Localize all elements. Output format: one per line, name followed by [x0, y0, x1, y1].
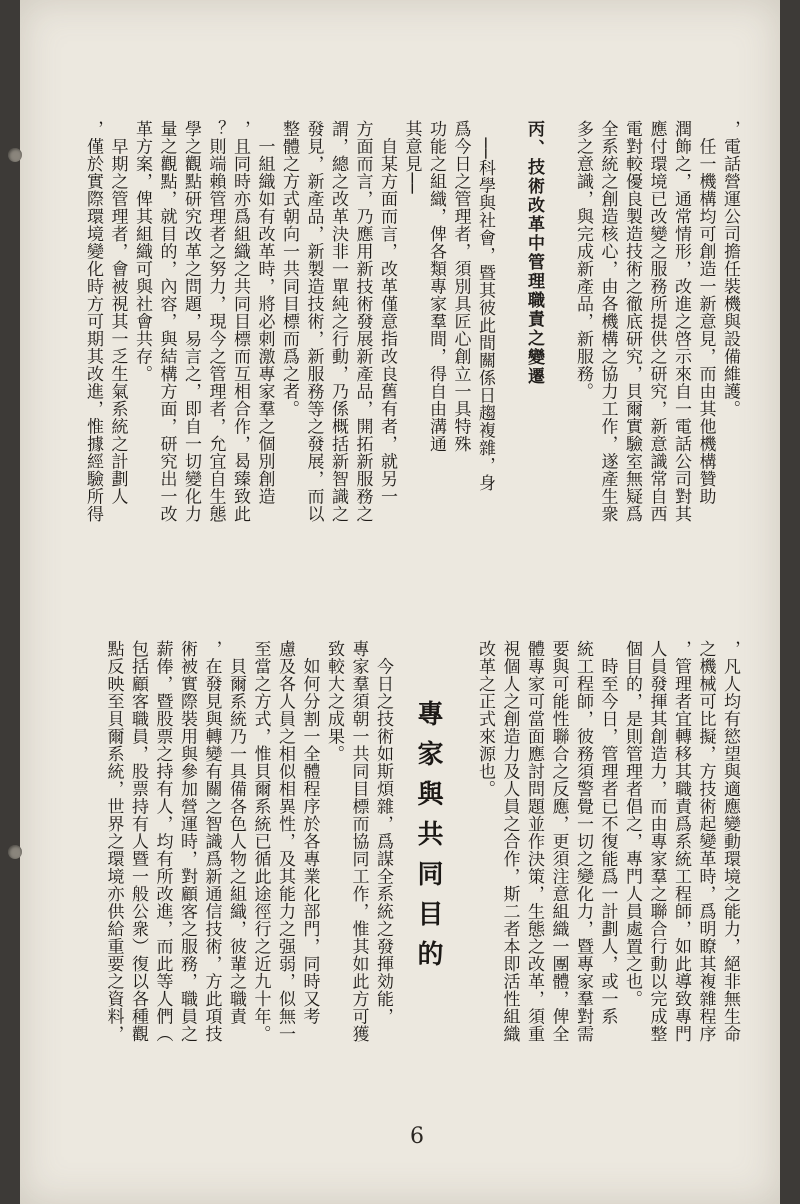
text-line: 多之意識，與完成新產品，新服務。 [573, 120, 593, 400]
text-line: 貝爾系統乃一具備各色人物之組織，彼輩之職責 [226, 640, 246, 1025]
text-line: 革方案，俾其組織可與社會共存。 [132, 120, 152, 383]
text-line: 之機械可比擬，方技術起變革時，爲明瞭其複雜程序 [695, 640, 716, 1043]
text-line: 一組織如有改革時，將必刺激專家羣之個別創造 [254, 120, 275, 505]
text-line: 發見，新產品，新製造技術，新服務等之發展，而以 [303, 120, 324, 523]
document-page [20, 0, 780, 1204]
text-line: 視個人之創造力及人員之合作，斯二者本即活性組織 [499, 640, 520, 1043]
text-line: 薪俸，暨股票之持有人，均有所改進，而此等人們（ [152, 640, 173, 1043]
text-line: 至當之方式，惟貝爾系統已循此途徑行之近九十年。 [250, 640, 271, 1043]
section-heading: 丙、技術改革中管理職責之變遷 [524, 120, 544, 386]
text-line: 如何分割一全體程序於各專業化部門，同時又考 [299, 640, 320, 1025]
text-line: 個目的，是則管理者倡之，專門人員處置之也。 [622, 640, 642, 1008]
text-line: 今日之技術如斯煩雜，爲謀全系統之發揮効能， [373, 640, 393, 1025]
text-line [546, 120, 571, 625]
text-line: ，電話營運公司擔任裝機與設備維護。 [720, 120, 740, 418]
text-line: 電對較優良製造技術之徹底研究，貝爾實驗室無疑爲 [622, 120, 642, 523]
text-line: ，凡人均有慾望與適應變動環境之能力，絕非無生命 [720, 640, 740, 1043]
text-line: 時至今日，管理者已不復能爲一計劃人，或一系 [597, 640, 618, 1025]
text-line: 人員發揮其創造力，而由專家羣之聯合行動以完成整 [646, 640, 667, 1043]
text-line: 要與可能性聯合之反應，更須注意組織一團體，俾全 [548, 640, 569, 1043]
text-line: 爲今日之管理者，須別具匠心創立一具特殊 [450, 120, 471, 453]
bottom-left-text-block [85, 640, 395, 1140]
subtitle-heading: 專家與共同目的 [413, 700, 443, 980]
text-line: 其意見── [401, 120, 422, 194]
text-line: 術被實際裝用與參加營運時，對顧客之服務，職員之 [177, 640, 197, 1043]
text-line: 包括顧客職員，股票持有人暨一般公衆）復以各種觀 [128, 640, 148, 1043]
text-line: ──科學與社會，暨其彼此間關係日趨複雜，身 [475, 120, 495, 492]
top-text-block [82, 120, 742, 625]
text-line: 整體之方式朝向一共同目標而爲之者。 [279, 120, 299, 418]
text-line [497, 120, 522, 625]
text-line: 統工程師，彼務須警覺一切之變化力，暨專家羣對需 [573, 640, 593, 1043]
text-line: 專家羣須朝一共同目標而協同工作，惟其如此方可獲 [348, 640, 369, 1043]
text-line: 自某方面而言，改革僅意指改良舊有者，就另一 [377, 120, 397, 505]
text-line: 體專家可當面應討問題並作決策，生態之改革，須重 [524, 640, 544, 1043]
text-line: 全系統之創造核心，由各機構之協力工作，遂產生衆 [597, 120, 618, 523]
text-line: 任一機構均可創造一新意見，而由其他機構贊助 [695, 120, 716, 505]
text-line: 改革之正式來源也。 [475, 640, 495, 798]
punch-hole [8, 845, 22, 859]
page-number: 6 [410, 1124, 424, 1149]
text-line: ，管理者宜轉移其職責爲系統工程師，如此導致專門 [671, 640, 691, 1043]
text-line: 點反映至貝爾系統，世界之環境亦供給重要之資料， [103, 640, 124, 1043]
text-line: 潤飾之，通常情形，改進之啓示來自一電話公司對其 [671, 120, 691, 523]
text-line: ？則端賴管理者之努力，現今之管理者，允宜自生態 [205, 120, 226, 523]
text-line: 早期之管理者，會被視其一乏生氣系統之計劃人 [107, 120, 128, 505]
text-line: ，僅於實際環境變化時方可期其改進，惟據經驗所得 [83, 120, 103, 523]
text-line: ，在發見與轉變有關之智識爲新通信技術，方此項技 [201, 640, 222, 1043]
text-line: 應付環境已改變之服務所提供之研究，新意識常自西 [646, 120, 667, 523]
text-line: 功能之組織，俾各類專家羣間，得自由溝通 [426, 120, 446, 453]
text-line: 方面而言，乃應用新技術發展新產品，開拓新服務之 [352, 120, 373, 523]
text-line: 量之觀點，就目的，內容，與結構方面，研究出一改 [156, 120, 177, 523]
text-line: 謂，總之改革決非一單純之行動，乃係概括新智識之 [328, 120, 348, 523]
text-line: ，且同時亦爲組織之共同目標而互相合作，曷臻致此 [230, 120, 250, 523]
text-line: 慮及各人員之相似相異性，及其能力之强弱，似無一 [275, 640, 295, 1043]
text-line: 學之觀點研究改革之問題，易言之，即自一切變化力 [181, 120, 201, 523]
bottom-right-text-block [462, 640, 742, 1140]
text-line: 致較大之成果。 [324, 640, 344, 763]
punch-hole [8, 148, 22, 162]
